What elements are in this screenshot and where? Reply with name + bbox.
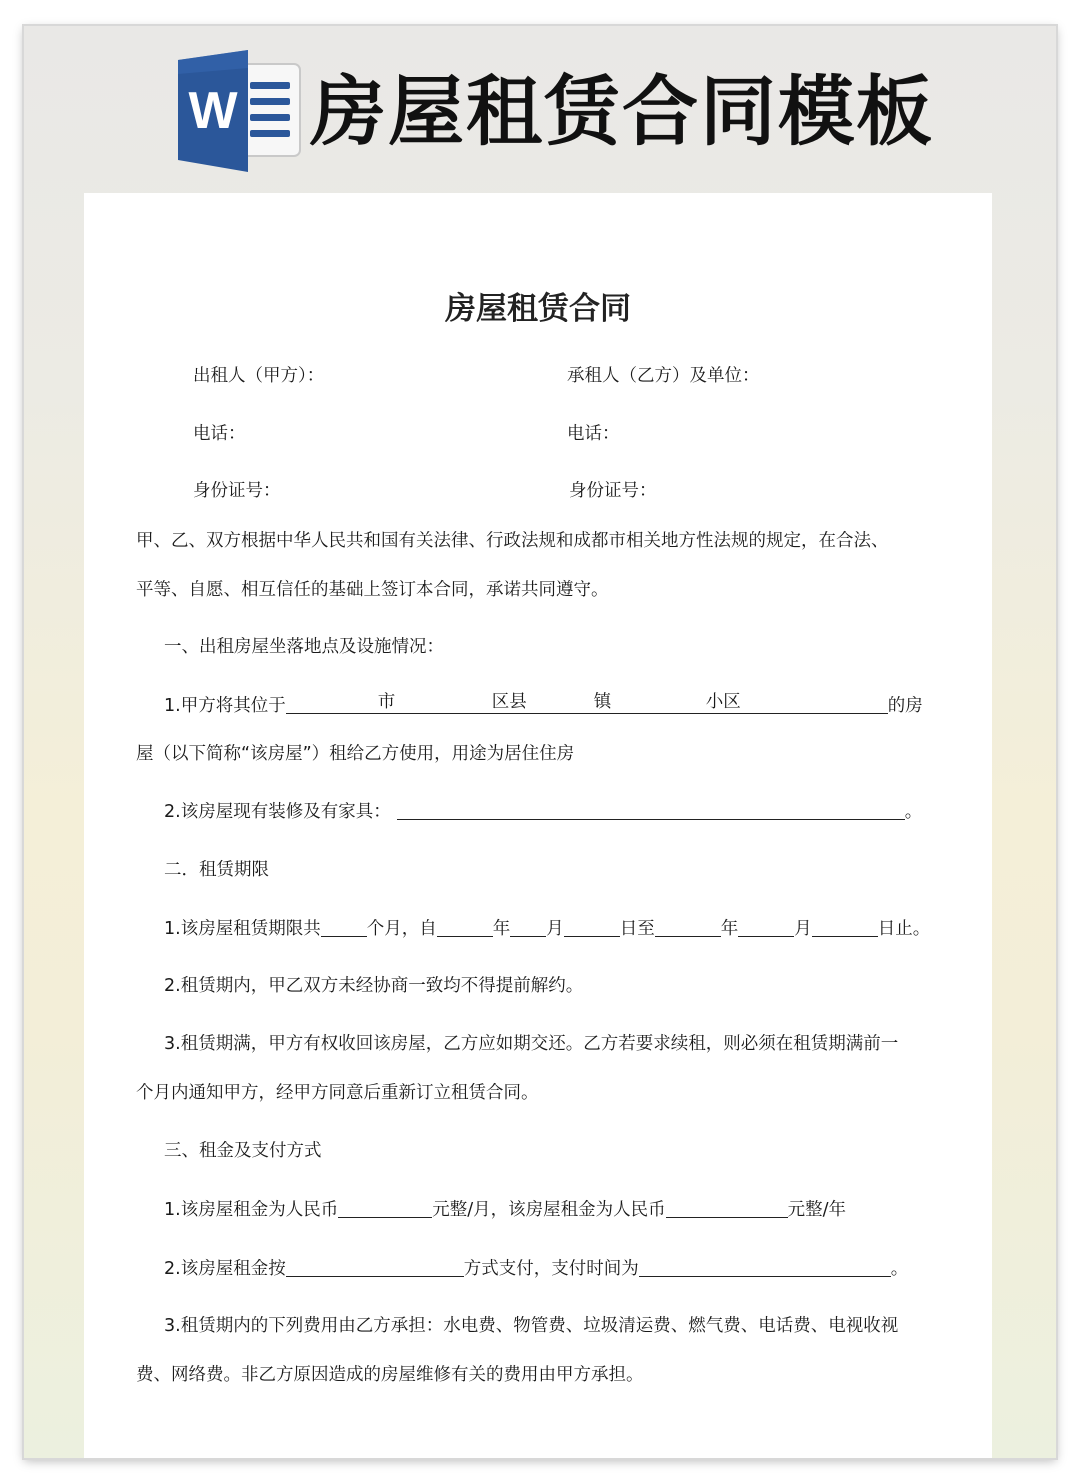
start-month-blank[interactable] <box>510 916 546 937</box>
poster-frame <box>24 26 1056 1458</box>
section1-item1-line2: 屋（以下简称“该房屋”）租给乙方使用，用途为居住住房 <box>136 744 575 764</box>
months-blank[interactable] <box>321 916 367 937</box>
section1-item1-suffix: 的房 <box>887 696 923 716</box>
address-town: 镇 <box>593 692 612 712</box>
section3-item3-line2: 费、网络费。非乙方原因造成的房屋维修有关的费用由甲方承担。 <box>136 1365 644 1385</box>
lessor-label: 出租人（甲方）： <box>193 366 325 386</box>
monthly-rent-blank[interactable] <box>338 1197 432 1218</box>
section2-item2: 2.租赁期内，甲乙双方未经协商一致均不得提前解约。 <box>164 976 584 996</box>
section1-item2-end: 。 <box>904 802 923 822</box>
start-year-blank[interactable] <box>437 916 493 937</box>
furniture-blank[interactable] <box>397 799 905 820</box>
section3-item3-line1: 3.租赁期内的下列费用由乙方承担：水电费、物管费、垃圾清运费、燃气费、电话费、电视收视 <box>164 1316 899 1336</box>
word-logo-letter: W <box>188 82 238 140</box>
yearly-rent-blank[interactable] <box>666 1197 788 1218</box>
section2-heading: 二．租赁期限 <box>164 860 269 880</box>
lessee-phone-label: 电话： <box>567 424 620 444</box>
intro-line-2: 平等、自愿、相互信任的基础上签订本合同，承诺共同遵守。 <box>136 580 609 600</box>
section2-item3-line1: 3.租赁期满，甲方有权收回该房屋，乙方应如期交还。乙方若要求续租，则必须在租赁期满前一 <box>164 1034 899 1054</box>
payment-method-blank[interactable] <box>286 1256 464 1277</box>
address-blank[interactable] <box>286 693 888 714</box>
intro-line-1: 甲、乙、双方根据中华人民共和国有关法律、行政法规和成都市相关地方性法规的规定，在合法、 <box>136 531 889 551</box>
banner-title: 房屋租赁合同模板 <box>310 67 934 156</box>
section2-item1: 1.该房屋租赁期限共 个月，自 年 月 日至 年 月 日止。 <box>164 916 930 941</box>
lessee-id-label: 身份证号： <box>569 481 657 501</box>
section1-item2-prefix: 2.该房屋现有装修及有家具： <box>164 802 391 822</box>
section1-item1-line1 <box>164 693 923 718</box>
section3-item1: 1.该房屋租金为人民币 元整/月，该房屋租金为人民币 元整/年 <box>164 1197 846 1222</box>
section3-item2: 2.该房屋租金按 方式支付，支付时间为 。 <box>164 1256 908 1281</box>
document-title: 房屋租赁合同 <box>445 291 631 327</box>
end-year-blank[interactable] <box>655 916 721 937</box>
section1-heading: 一、出租房屋坐落地点及设施情况： <box>164 637 444 657</box>
word-logo-icon <box>174 48 304 174</box>
section2-item3-line2: 个月内通知甲方，经甲方同意后重新订立租赁合同。 <box>136 1083 539 1103</box>
address-community: 小区 <box>705 692 741 712</box>
section3-heading: 三、租金及支付方式 <box>164 1141 322 1161</box>
address-city: 市 <box>377 692 396 712</box>
payment-time-blank[interactable] <box>639 1256 891 1277</box>
section1-item2 <box>164 799 922 824</box>
end-month-blank[interactable] <box>738 916 794 937</box>
lessor-id-label: 身份证号： <box>193 481 281 501</box>
start-day-blank[interactable] <box>564 916 620 937</box>
section1-item1-prefix: 1.甲方将其位于 <box>164 696 286 716</box>
end-day-blank[interactable] <box>812 916 878 937</box>
banner <box>24 26 1056 191</box>
lessee-label: 承租人（乙方）及单位： <box>567 366 760 386</box>
lessor-phone-label: 电话： <box>193 424 246 444</box>
document-page <box>84 193 992 1458</box>
address-district: 区县 <box>491 692 527 712</box>
